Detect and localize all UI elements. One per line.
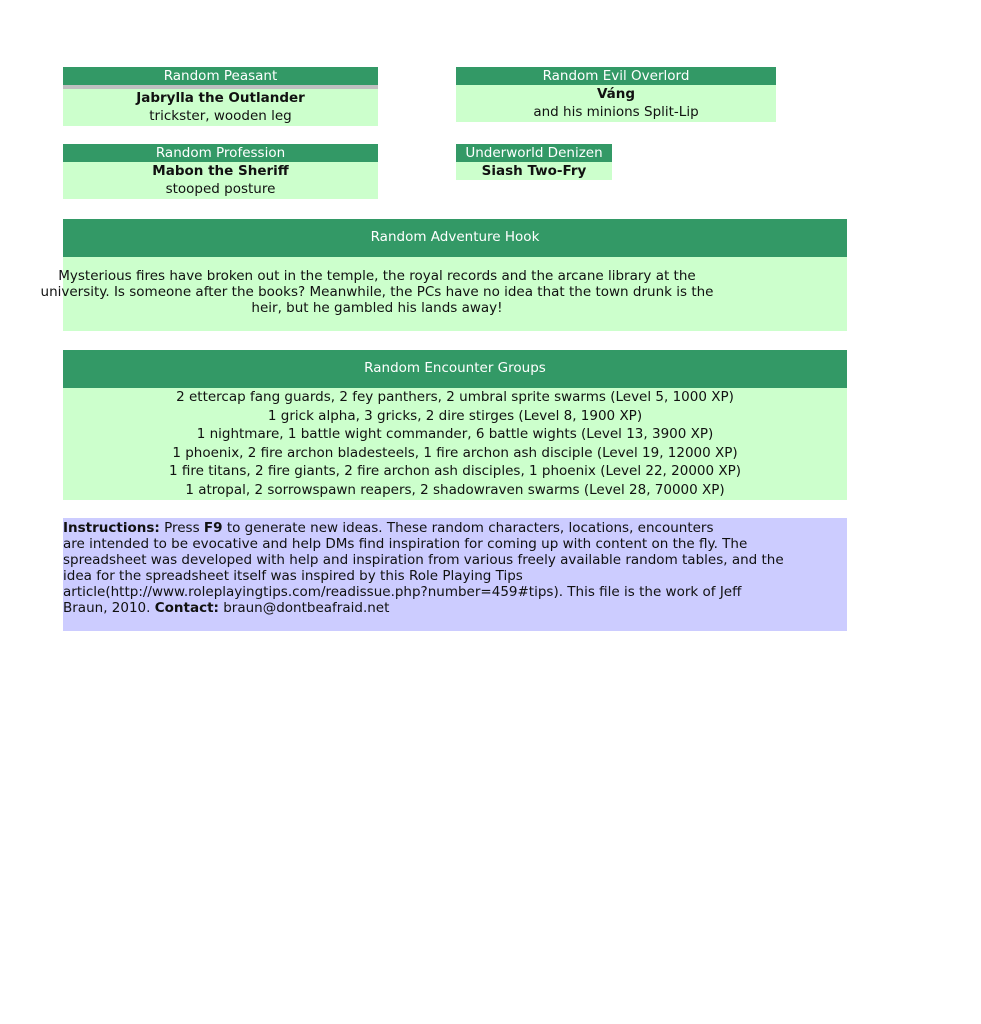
key-f9: F9 — [203, 520, 223, 536]
peasant-name: Jabrylla the Outlander — [136, 90, 305, 106]
encounter-item: 2 ettercap fang guards, 2 fey panthers, 2 umbral sprite swarms (Level 5, 1000 XP) — [176, 389, 734, 405]
overlord-name: Váng — [596, 86, 636, 102]
instructions-text: Press — [159, 520, 204, 536]
instructions-line-3: spreadsheet was developed with help and inspiration from various freely available random tables, and the — [63, 552, 784, 568]
instructions-text: to generate new ideas. These random characters, locations, encounters — [222, 520, 714, 536]
instructions-line-4: idea for the spreadsheet itself was inspired by this Role Playing Tips — [63, 568, 523, 584]
profession-name: Mabon the Sheriff — [152, 163, 289, 179]
instructions-line-1 — [63, 520, 847, 536]
encounter-item: 1 grick alpha, 3 gricks, 2 dire stirges (Level 8, 1900 XP) — [267, 407, 643, 424]
denizen-name: Siash Two-Fry — [481, 163, 587, 179]
profession-header: Random Profession — [63, 144, 378, 162]
encounter-groups-section — [63, 350, 863, 500]
overlord-detail: and his minions Split-Lip — [533, 104, 699, 120]
encounter-item: 1 phoenix, 2 fire archon bladesteels, 1 fire archon ash disciple (Level 19, 12000 XP) — [172, 444, 738, 461]
profession-card — [63, 144, 378, 199]
contact-label: Contact: — [154, 600, 219, 616]
instructions-label: Instructions: — [63, 520, 160, 536]
hook-line-1: Mysterious fires have broken out in the temple, the royal records and the arcane library at the — [58, 268, 696, 284]
peasant-card — [63, 67, 378, 126]
encounter-item: 1 fire titans, 2 fire giants, 2 fire archon ash disciples, 1 phoenix (Level 22, 20000 XP) — [168, 463, 742, 479]
overlord-header: Random Evil Overlord — [456, 67, 776, 89]
profession-traits: stooped posture — [165, 181, 276, 197]
peasant-traits: trickster, wooden leg — [149, 108, 292, 124]
instructions-line-5: article(http://www.roleplayingtips.com/readissue.php?number=459#tips). This file is the work of Jeff — [63, 584, 742, 600]
adventure-hook-header: Random Adventure Hook — [63, 219, 847, 257]
denizen-header: Underworld Denizen — [456, 144, 612, 162]
instructions-block — [63, 518, 847, 631]
encounter-groups-header: Random Encounter Groups — [63, 350, 847, 388]
instructions-line-6 — [63, 600, 847, 616]
instructions-text: Braun, 2010. — [63, 600, 155, 616]
instructions-line-2: are intended to be evocative and help DMs find inspiration for coming up with content on the fly. The — [63, 536, 748, 552]
peasant-header: Random Peasant — [63, 67, 378, 85]
encounter-item: 1 nightmare, 1 battle wight commander, 6 battle wights (Level 13, 3900 XP) — [196, 426, 714, 442]
hook-line-3: heir, but he gambled his lands away! — [251, 300, 503, 316]
contact-email: braun@dontbeafraid.net — [218, 600, 390, 616]
overlord-card — [456, 67, 776, 122]
denizen-card — [456, 144, 612, 180]
encounter-item: 1 atropal, 2 sorrowspawn reapers, 2 shadowraven swarms (Level 28, 70000 XP) — [185, 481, 725, 498]
adventure-hook-section — [40, 219, 863, 331]
hook-line-2: university. Is someone after the books? Meanwhile, the PCs have no idea that the town drunk is the — [40, 284, 714, 300]
